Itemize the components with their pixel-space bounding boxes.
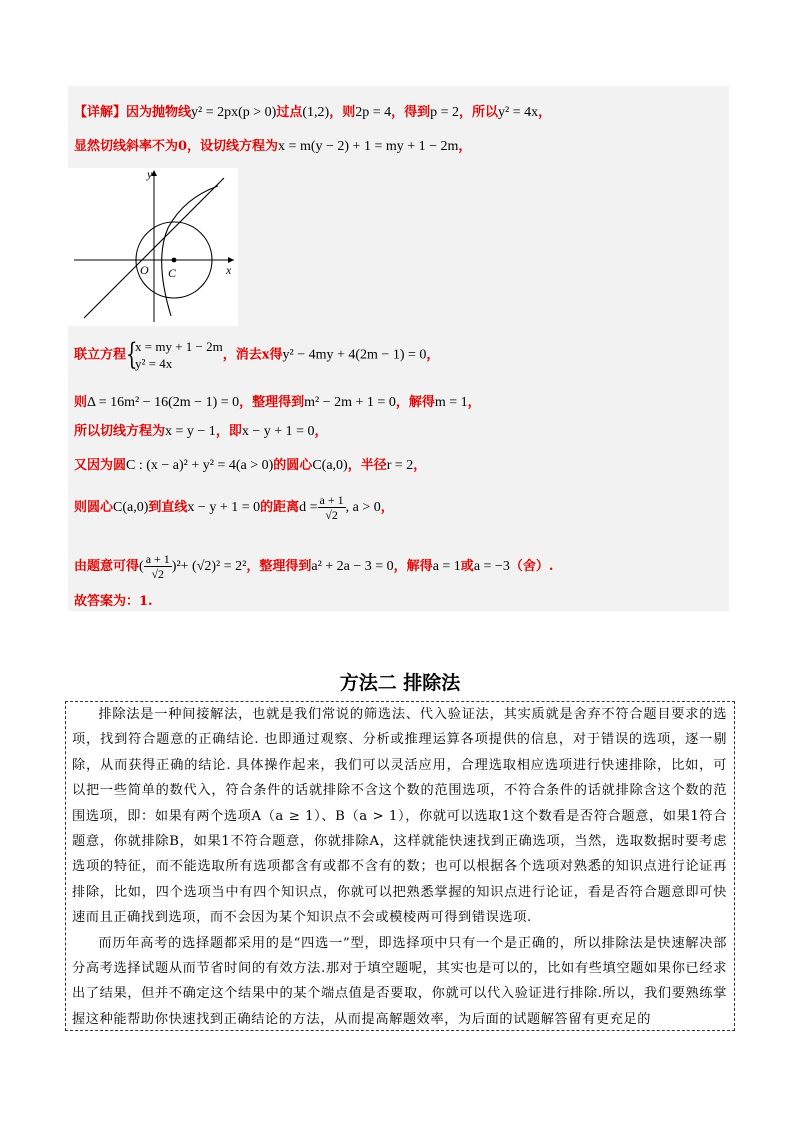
answer-line: 故答案为：1. (74, 594, 153, 609)
detail-label: 【详解】 (74, 105, 127, 120)
fraction: $\frac{a + 1}{√2}$ (319, 493, 344, 522)
label-y: y (147, 168, 153, 181)
parabola-curve (162, 186, 218, 316)
solution-line-8: 由题意可得( $\frac{a + 1}{√2}$ )²+ (√2)² = 2²，整理得到a² + 2a − 3 = 0，解得a = 1或a = −3（舍）. (74, 552, 554, 581)
math-tangent-equation: x = m(y − 2) + 1 = my + 1 − 2m (278, 139, 459, 154)
equation-system: { x = my + 1 − 2m y² = 4x (126, 337, 223, 372)
solution-block (68, 86, 729, 611)
solution-line-3: 联立方程 { x = my + 1 − 2m y² = 4x ，消去x得y² − 4my + 4(2m − 1) = 0， (74, 337, 440, 372)
solution-line-7: 则圆心C(a,0)到直线x − y + 1 = 0的距离d = $\frac{a + 1}{√2}$ , a > 0， (74, 493, 394, 522)
math-parabola: y² = 2px(p > 0) (191, 105, 277, 120)
solution-line-5: 所以切线方程为x = y − 1，即x − y + 1 = 0， (74, 424, 328, 439)
solution-line-2: 显然切线斜率不为0，设切线方程为x = m(y − 2) + 1 = my + 1 − 2m， (74, 139, 472, 154)
solution-line-4: 则Δ = 16m² − 16(2m − 1) = 0，整理得到m² − 2m + 1 = 0，解得m = 1， (74, 395, 481, 410)
center-point (172, 258, 177, 263)
section-title: 方法二 排除法 (339, 672, 461, 694)
solution-line-6: 又因为圆C : (x − a)² + y² = 4(a > 0)的圆心C(a,0)，半径r = 2， (74, 458, 427, 473)
brace-icon: { (126, 337, 138, 372)
label-origin: O (140, 263, 149, 277)
method-description-box (65, 701, 735, 1031)
paragraph-2: 而历年高考的选择题都采用的是“四选一”型，即选择项中只有一个是正确的，所以排除法是快速解决部分高考选择试题从而节省时间的有效方法.那对于填空题呢，其实也是可以的，比如有些填空题如果你已经求出了结果，但并不确定这个结果中的某个端点值是否要取，你就可以代入验证进行排除.所以，我们要熟练掌握这种能帮助你快速找到正确结论的方法，从而提高解题效率，为后面的试题解答留有更充足的 (72, 935, 727, 1027)
circle-tangent-graph (68, 168, 238, 326)
label-center: C (168, 266, 177, 280)
math-point: (1,2) (302, 105, 330, 120)
label-x: x (226, 263, 232, 277)
paragraph-1: 排除法是一种间接解法，也就是我们常说的筛选法、代入验证法，其实质就是舍弃不符合题目要求的选项，找到符合题意的正确结论. 也即通过观察、分析或推理运算各项提供的信息，对于错误的选项，逐一剔除，从而获得正确的结论. 具体操作起来，我们可以灵活应用，合理选取相应选项进行快速排除，比如，可以把一些简单的数代入，符合条件的话就排除不含这个数的范围选项，不符合条件的话就排除含这个数的范围选项，即：如果有两个选项A（a ≥ 1）、B（a > 1），你就可以选取1这个数看是否符合题意，如果1符合题意，你就排除B，如果1不符合题意，你就排除A，这样就能快速找到正确选项，当然，选取数据时要考虑选项的特征，而不能选取所有选项都含有或都不含有的数；也可以根据各个选项对熟悉的知识点进行论证再排除，比如，四个选项当中有四个知识点，你就可以把熟悉掌握的知识点进行论证，看是否符合题意即可快速而且正确找到选项，而不会因为某个知识点不会或模棱两可得到错误选项. (72, 707, 727, 926)
fraction: $\frac{a + 1}{√2}$ (145, 552, 170, 581)
solution-line-1: 【详解】因为抛物线y² = 2px(p > 0)过点(1,2)，则2p = 4，得到p = 2，所以y² = 4x， (74, 105, 552, 120)
